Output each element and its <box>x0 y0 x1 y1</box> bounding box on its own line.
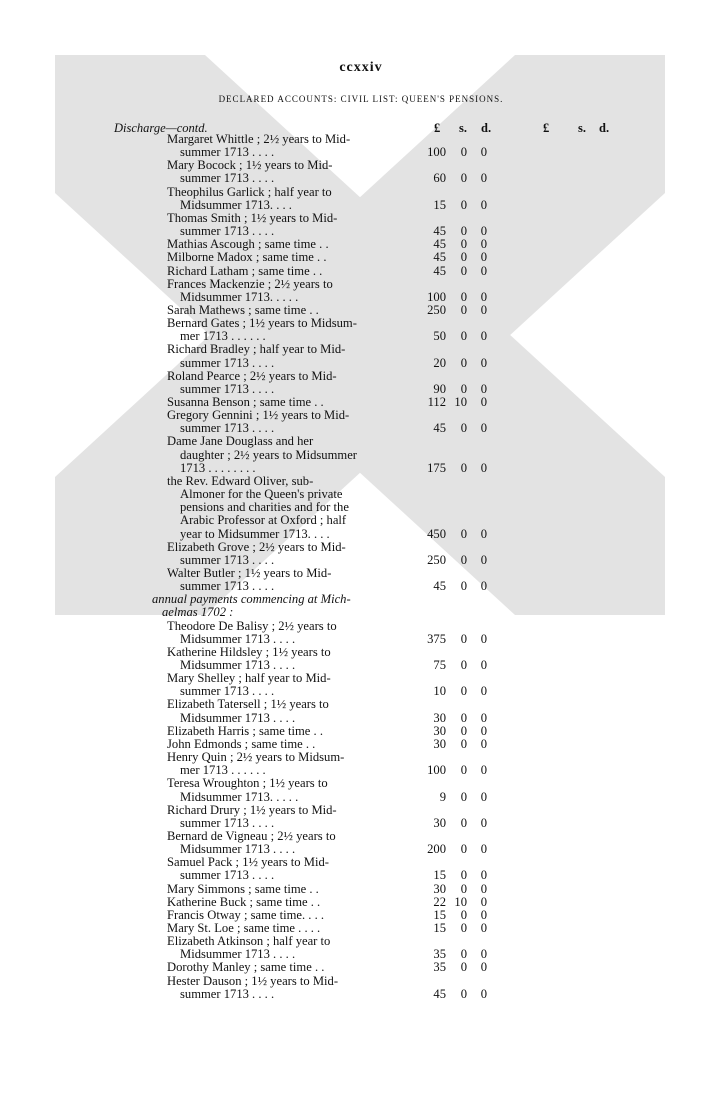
entry-continuation: summer 1713 . . . . <box>180 868 275 883</box>
amount-pounds: 35 <box>433 947 446 962</box>
entry-name: John Edmonds ; same time . . <box>167 736 316 751</box>
amount-pounds: 30 <box>433 815 446 830</box>
entry-continuation: Midsummer 1713. . . . . <box>180 289 299 304</box>
entry-name: Elizabeth Tatersell ; 1½ years to <box>167 697 329 712</box>
entry-continuation: Midsummer 1713 . . . . <box>180 631 296 646</box>
amount-pounds: 375 <box>427 631 446 646</box>
entry-continuation: pensions and charities and for the <box>180 500 349 515</box>
amount-shillings: 0 <box>460 763 467 778</box>
amount-pounds: 100 <box>427 289 446 304</box>
amount-pence: 0 <box>480 526 487 541</box>
entry-name: Susanna Benson ; same time . . <box>167 395 324 409</box>
entry-name: Dame Jane Douglass and her <box>167 434 314 449</box>
entry-continuation: 1713 . . . . . . . . <box>180 460 256 475</box>
amount-pence: 0 <box>480 395 487 409</box>
amount-pounds: 15 <box>433 921 446 935</box>
entry-name: Richard Bradley ; half year to Mid- <box>167 342 346 357</box>
amount-pence: 0 <box>480 237 487 252</box>
subheading-line: aelmas 1702 : <box>162 605 234 620</box>
entry-name: Dorothy Manley ; same time . . <box>167 960 325 975</box>
section-label: Discharge—contd. <box>114 121 208 135</box>
entry-continuation: summer 1713 . . . . <box>180 986 275 1001</box>
entry-name: Margaret Whittle ; 2½ years to Mid- <box>167 132 351 146</box>
amount-pence: 0 <box>480 868 487 883</box>
amount-pence: 0 <box>480 171 487 186</box>
subheading-line: annual payments commencing at Mich- <box>152 592 351 607</box>
entry-name: Roland Pearce ; 2½ years to Mid- <box>167 368 337 383</box>
entry-name: Elizabeth Grove ; 2½ years to Mid- <box>167 539 346 554</box>
amount-pence: 0 <box>480 894 487 909</box>
entry-name: Bernard Gates ; 1½ years to Midsum- <box>167 316 357 331</box>
amount-shillings: 0 <box>460 355 467 370</box>
entry-continuation: summer 1713 . . . . <box>180 815 275 830</box>
entry-continuation: Midsummer 1713. . . . . <box>180 789 299 804</box>
entry-name: Teresa Wroughton ; 1½ years to <box>167 776 328 791</box>
amount-pence: 0 <box>480 710 487 725</box>
amount-shillings: 0 <box>460 526 467 541</box>
entry-name: the Rev. Edward Oliver, sub- <box>167 473 314 488</box>
amount-shillings: 0 <box>460 289 467 304</box>
amount-pounds: 75 <box>433 658 446 672</box>
amount-pounds: 100 <box>427 145 446 160</box>
amount-pence: 0 <box>480 302 487 317</box>
pounds-header-2: £ <box>543 121 550 135</box>
entry-continuation: summer 1713 . . . . <box>180 684 275 699</box>
amount-pence: 0 <box>480 736 487 751</box>
amount-pence: 0 <box>480 381 487 396</box>
entry-continuation: mer 1713 . . . . . . <box>180 329 266 344</box>
amount-pence: 0 <box>480 460 487 475</box>
entry-name: Mathias Ascough ; same time . . <box>167 237 329 252</box>
amount-pence: 0 <box>480 421 487 436</box>
amount-shillings: 0 <box>460 986 467 1001</box>
entry-name: Gregory Gennini ; 1½ years to Mid- <box>167 408 350 423</box>
entry-name: Sarah Mathews ; same time . . <box>167 302 319 317</box>
entry-name: Elizabeth Harris ; same time . . <box>167 723 323 738</box>
amount-pence: 0 <box>480 907 487 922</box>
amount-pence: 0 <box>480 197 487 212</box>
entry-name: Mary St. Loe ; same time . . . . <box>167 921 321 935</box>
amount-pounds: 175 <box>427 460 446 475</box>
shillings-header-2: s. <box>578 121 586 135</box>
amount-shillings: 0 <box>460 302 467 317</box>
amount-shillings: 0 <box>460 868 467 883</box>
entry-continuation: summer 1713 . . . . <box>180 355 275 370</box>
amount-pence: 0 <box>480 355 487 370</box>
entry-name: Mary Simmons ; same time . . <box>167 881 319 896</box>
entry-name: Mary Shelley ; half year to Mid- <box>167 671 331 686</box>
amount-shillings: 0 <box>460 631 467 646</box>
amount-shillings: 0 <box>460 658 467 672</box>
amount-shillings: 0 <box>460 921 467 935</box>
entry-name: Mary Bocock ; 1½ years to Mid- <box>167 158 333 173</box>
entry-name: Katherine Buck ; same time . . <box>167 894 321 909</box>
entry-continuation: summer 1713 . . . . <box>180 421 275 436</box>
entry-name: Richard Drury ; 1½ years to Mid- <box>167 802 337 817</box>
entry-name: Hester Dauson ; 1½ years to Mid- <box>167 973 339 988</box>
amount-shillings: 0 <box>460 197 467 212</box>
amount-pounds: 10 <box>433 684 446 699</box>
entry-name: Richard Latham ; same time . . <box>167 263 323 278</box>
entry-continuation: year to Midsummer 1713. . . . <box>180 526 330 541</box>
entry-name: Elizabeth Atkinson ; half year to <box>167 934 331 949</box>
amount-pounds: 450 <box>427 526 446 541</box>
entry-name: Francis Otway ; same time. . . . <box>167 907 325 922</box>
amount-pounds: 22 <box>433 894 446 909</box>
amount-shillings: 0 <box>460 710 467 725</box>
amount-shillings: 0 <box>460 421 467 436</box>
amount-pence: 0 <box>480 947 487 962</box>
entry-continuation: Midsummer 1713 . . . . <box>180 658 296 672</box>
entry-continuation: summer 1713 . . . . <box>180 171 275 186</box>
amount-pounds: 250 <box>427 302 446 317</box>
pence-header: d. <box>481 121 492 135</box>
entry-continuation: Midsummer 1713 . . . . <box>180 842 296 857</box>
entry-continuation: Midsummer 1713 . . . . <box>180 947 296 962</box>
amount-shillings: 0 <box>460 250 467 265</box>
amount-pounds: 60 <box>433 171 446 186</box>
amount-pounds: 45 <box>433 421 446 436</box>
amount-shillings: 0 <box>460 789 467 804</box>
amount-shillings: 0 <box>460 815 467 830</box>
entry-name: Walter Butler ; 1½ years to Mid- <box>167 565 332 580</box>
amount-pence: 0 <box>480 289 487 304</box>
amount-shillings: 0 <box>460 684 467 699</box>
amount-shillings: 0 <box>460 842 467 857</box>
entry-continuation: Almoner for the Queen's private <box>180 487 343 502</box>
amount-pence: 0 <box>480 263 487 278</box>
amount-shillings: 0 <box>460 381 467 396</box>
amount-pence: 0 <box>480 631 487 646</box>
amount-shillings: 0 <box>460 947 467 962</box>
amount-pence: 0 <box>480 763 487 778</box>
amount-pence: 0 <box>480 145 487 160</box>
amount-pounds: 15 <box>433 197 446 212</box>
amount-shillings: 0 <box>460 736 467 751</box>
amount-pence: 0 <box>480 815 487 830</box>
amount-pence: 0 <box>480 960 487 975</box>
amount-pounds: 45 <box>433 237 446 252</box>
amount-pounds: 45 <box>433 579 446 594</box>
amount-pence: 0 <box>480 224 487 239</box>
entry-continuation: mer 1713 . . . . . . <box>180 763 266 778</box>
amount-pounds: 30 <box>433 881 446 896</box>
amount-shillings: 0 <box>460 723 467 738</box>
amount-pounds: 9 <box>439 789 446 804</box>
amount-pounds: 112 <box>427 395 446 409</box>
amount-pence: 0 <box>480 579 487 594</box>
amount-pounds: 15 <box>433 907 446 922</box>
entry-name: Milborne Madox ; same time . . <box>167 250 327 265</box>
entry-continuation: summer 1713 . . . . <box>180 579 275 594</box>
amount-shillings: 0 <box>460 171 467 186</box>
entry-continuation: daughter ; 2½ years to Midsummer <box>180 447 357 462</box>
amount-pounds: 30 <box>433 723 446 738</box>
amount-pence: 0 <box>480 329 487 344</box>
entry-name: Samuel Pack ; 1½ years to Mid- <box>167 855 329 870</box>
amount-pounds: 15 <box>433 868 446 883</box>
amount-shillings: 0 <box>460 145 467 160</box>
page-number: ccxxiv <box>339 60 383 75</box>
amount-pounds: 100 <box>427 763 446 778</box>
entry-continuation: Midsummer 1713. . . . <box>180 197 292 212</box>
entry-continuation: summer 1713 . . . . <box>180 224 275 239</box>
amount-shillings: 0 <box>460 460 467 475</box>
amount-pence: 0 <box>480 684 487 699</box>
amount-shillings: 0 <box>460 263 467 278</box>
amount-pence: 0 <box>480 921 487 935</box>
amount-pounds: 50 <box>433 329 446 344</box>
entry-name: Thomas Smith ; 1½ years to Mid- <box>167 210 338 225</box>
amount-shillings: 0 <box>460 907 467 922</box>
amount-pence: 0 <box>480 658 487 672</box>
pence-header-2: d. <box>599 121 610 135</box>
entry-continuation: summer 1713 . . . . <box>180 381 275 396</box>
running-head: DECLARED ACCOUNTS: CIVIL LIST: QUEEN'S PENSIONS. <box>218 94 504 104</box>
amount-pence: 0 <box>480 986 487 1001</box>
amount-shillings: 0 <box>460 552 467 567</box>
amount-pounds: 45 <box>433 250 446 265</box>
amount-pence: 0 <box>480 881 487 896</box>
entry-name: Theodore De Balisy ; 2½ years to <box>167 618 337 633</box>
entry-name: Frances Mackenzie ; 2½ years to <box>167 276 333 291</box>
entry-continuation: summer 1713 . . . . <box>180 552 275 567</box>
amount-pence: 0 <box>480 552 487 567</box>
amount-shillings: 10 <box>454 395 467 409</box>
entry-name: Theophilus Garlick ; half year to <box>167 184 332 199</box>
amount-pence: 0 <box>480 250 487 265</box>
amount-pence: 0 <box>480 789 487 804</box>
entry-name: Henry Quin ; 2½ years to Midsum- <box>167 750 345 765</box>
amount-shillings: 0 <box>460 960 467 975</box>
amount-pounds: 20 <box>433 355 446 370</box>
entry-name: Bernard de Vigneau ; 2½ years to <box>167 828 336 843</box>
entry-continuation: Midsummer 1713 . . . . <box>180 710 296 725</box>
amount-pounds: 250 <box>427 552 446 567</box>
entry-name: Katherine Hildsley ; 1½ years to <box>167 644 331 659</box>
amount-pounds: 30 <box>433 736 446 751</box>
amount-pounds: 90 <box>433 381 446 396</box>
entry-continuation: summer 1713 . . . . <box>180 145 275 160</box>
entry-continuation: Arabic Professor at Oxford ; half <box>180 513 347 528</box>
amount-pounds: 45 <box>433 986 446 1001</box>
amount-pence: 0 <box>480 723 487 738</box>
amount-pounds: 30 <box>433 710 446 725</box>
amount-shillings: 0 <box>460 224 467 239</box>
shillings-header: s. <box>459 121 467 135</box>
amount-pence: 0 <box>480 842 487 857</box>
amount-pounds: 35 <box>433 960 446 975</box>
amount-pounds: 45 <box>433 263 446 278</box>
watermark-x-logo <box>55 55 665 615</box>
amount-shillings: 0 <box>460 881 467 896</box>
amount-shillings: 0 <box>460 579 467 594</box>
amount-shillings: 10 <box>454 894 467 909</box>
amount-shillings: 0 <box>460 237 467 252</box>
amount-pounds: 45 <box>433 224 446 239</box>
amount-shillings: 0 <box>460 329 467 344</box>
amount-pounds: 200 <box>427 842 446 857</box>
pounds-header: £ <box>434 121 441 135</box>
